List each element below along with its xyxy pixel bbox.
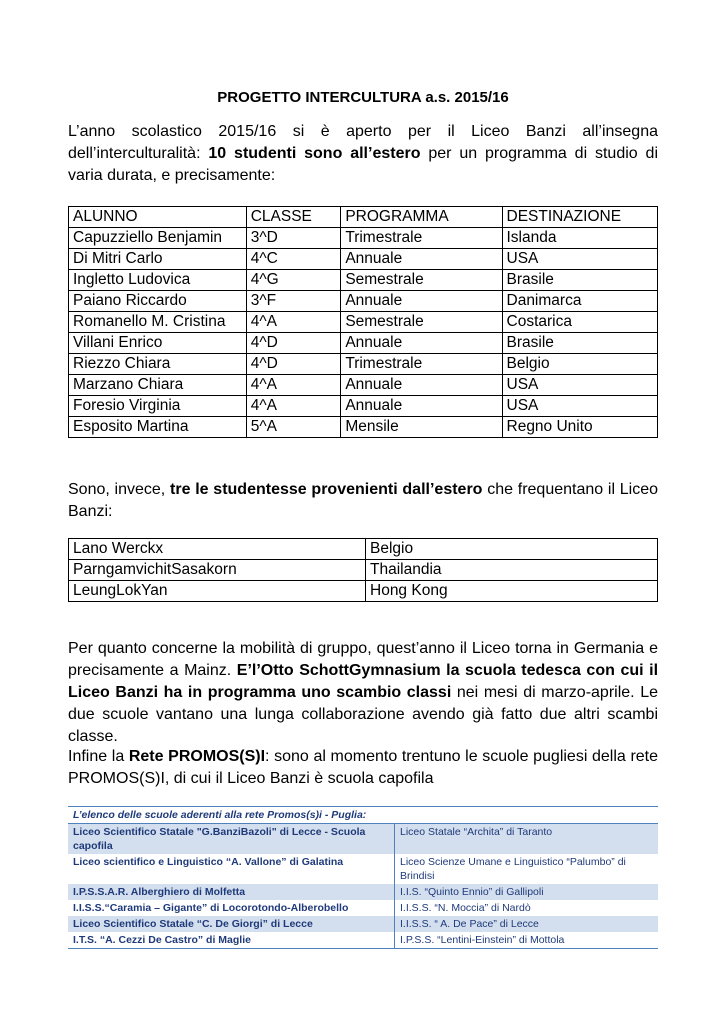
promos-text: Infine la	[68, 748, 129, 765]
column-header: PROGRAMMA	[341, 207, 502, 228]
foreign-student-row	[69, 581, 658, 602]
table-cell: USA	[502, 396, 658, 417]
student-row	[69, 396, 658, 417]
table-cell: Villani Enrico	[69, 333, 247, 354]
table-cell: Ingletto Ludovica	[69, 270, 247, 291]
intro-text-end: per un programma di studio di varia durata, e precisamente:	[68, 145, 658, 184]
table-cell: 4^G	[246, 270, 341, 291]
school-cell: Liceo Scienze Umane e Linguistico “Palumbo” di Brindisi	[400, 856, 626, 882]
mobility-text: Per quanto concerne la mobilità di gruppo, quest’anno il Liceo torna in Germania e precisamente a Mainz.	[68, 640, 658, 679]
table-cell: Di Mitri Carlo	[69, 249, 247, 270]
table-cell: Thailandia	[366, 560, 658, 581]
table-cell: Hong Kong	[366, 581, 658, 602]
document-title: PROGETTO INTERCULTURA a.s. 2015/16	[217, 89, 509, 106]
school-row	[68, 854, 658, 884]
foreign-intro-text: Sono, invece,	[68, 481, 171, 498]
student-row	[69, 270, 658, 291]
table-cell: Foresio Virginia	[69, 396, 247, 417]
table-cell: 3^F	[246, 291, 341, 312]
table-cell: Semestrale	[341, 270, 502, 291]
table-cell: Semestrale	[341, 312, 502, 333]
table-cell: Riezzo Chiara	[69, 354, 247, 375]
student-row	[69, 249, 658, 270]
table-cell: 3^D	[246, 228, 341, 249]
foreign-student-row	[69, 560, 658, 581]
foreign-students-table	[68, 538, 658, 602]
table-cell: Belgio	[366, 539, 658, 560]
student-row	[69, 354, 658, 375]
foreign-intro-text-end: che frequentano il Liceo Banzi:	[68, 481, 659, 520]
table-cell: 4^C	[246, 249, 341, 270]
school-cell: I.I.S.S. “N. Moccia” di Nardò	[400, 902, 531, 914]
table-cell: Annuale	[341, 375, 502, 396]
table-cell: USA	[502, 249, 658, 270]
student-row	[69, 228, 658, 249]
foreign-intro-bold-text: tre le studentesse provenienti dall’estero	[170, 481, 483, 498]
table-cell: Annuale	[341, 396, 502, 417]
mobility-bold-text: E’l’Otto SchottGymnasium la scuola tedesca con cui il Liceo Banzi ha in programma uno scambio classi	[68, 662, 659, 701]
school-cell: I.P.S.S. “Lentini-Einstein” di Mottola	[395, 932, 659, 949]
table-cell: Belgio	[502, 354, 658, 375]
intro-bold-text: 10 studenti sono all’estero	[208, 145, 421, 162]
table-cell: Lano Werckx	[69, 539, 366, 560]
table-cell: Capuzziello Benjamin	[69, 228, 247, 249]
column-header: ALUNNO	[69, 207, 247, 228]
student-row	[69, 375, 658, 396]
school-cell: I.I.S. “Quinto Ennio” di Gallipoli	[395, 884, 659, 900]
table-cell: 4^D	[246, 354, 341, 375]
table-cell: 5^A	[246, 417, 341, 438]
table-cell: Paiano Riccardo	[69, 291, 247, 312]
table-cell: Trimestrale	[341, 228, 502, 249]
foreign-students-paragraph	[68, 479, 658, 523]
intro-paragraph	[68, 121, 658, 187]
table-cell: Esposito Martina	[69, 417, 247, 438]
column-header: DESTINAZIONE	[502, 207, 658, 228]
table-cell: 4^A	[246, 375, 341, 396]
school-cell: I.I.S.S.“Caramia – Gigante” di Locorotondo-Alberobello	[68, 900, 395, 916]
table-cell: Mensile	[341, 417, 502, 438]
table-cell: Annuale	[341, 291, 502, 312]
column-header: CLASSE	[246, 207, 341, 228]
mobility-text-end: nei mesi di marzo-aprile. Le due scuole vantano una lunga collaborazione avendo già fatto due altri scambi classe.	[68, 684, 659, 745]
table-cell: USA	[502, 375, 658, 396]
school-cell: I.T.S. “A. Cezzi De Castro” di Maglie	[68, 932, 395, 949]
table-cell: Marzano Chiara	[69, 375, 247, 396]
table-cell: Brasile	[502, 333, 658, 354]
promos-schools-table	[68, 806, 658, 949]
school-cell: Liceo Scientifico Statale "G.BanziBazoli" di Lecce - Scuola capofila	[68, 824, 395, 855]
school-row	[68, 824, 658, 855]
schools-table-header-text: L’elenco delle scuole aderenti alla rete Promos(s)i - Puglia:	[68, 807, 658, 824]
intro-text: L’anno scolastico 2015/16 si è aperto per il Liceo Banzi all’insegna dell’interculturalità:	[68, 123, 658, 162]
student-row	[69, 312, 658, 333]
table-cell: 4^D	[246, 333, 341, 354]
table-cell: Regno Unito	[502, 417, 658, 438]
table-cell: Danimarca	[502, 291, 658, 312]
students-table-header-row	[69, 207, 658, 228]
student-row	[69, 333, 658, 354]
school-cell: Liceo Scientifico Statale “C. De Giorgi” di Lecce	[68, 916, 395, 932]
school-row	[68, 900, 658, 916]
table-cell: Annuale	[341, 333, 502, 354]
school-cell: Liceo Statale “Archita” di Taranto	[395, 824, 659, 855]
table-cell: Trimestrale	[341, 354, 502, 375]
table-cell: ParngamvichitSasakorn	[69, 560, 366, 581]
promos-paragraph	[68, 746, 658, 790]
table-cell: 4^A	[246, 312, 341, 333]
table-cell: Brasile	[502, 270, 658, 291]
school-cell: I.P.S.S.A.R. Alberghiero di Molfetta	[68, 884, 395, 900]
schools-table-header	[68, 807, 658, 824]
student-row	[69, 417, 658, 438]
table-cell: 4^A	[246, 396, 341, 417]
table-cell: Annuale	[341, 249, 502, 270]
school-row	[68, 916, 658, 932]
students-abroad-table	[68, 206, 658, 438]
school-cell: Liceo scientifico e Linguistico “A. Vallone” di Galatina	[68, 854, 395, 884]
table-cell: Costarica	[502, 312, 658, 333]
school-cell: I.I.S.S. “ A. De Pace” di Lecce	[395, 916, 659, 932]
table-cell: Romanello M. Cristina	[69, 312, 247, 333]
promos-bold-text: Rete PROMOS(S)I	[128, 748, 266, 765]
table-cell: Islanda	[502, 228, 658, 249]
student-row	[69, 291, 658, 312]
table-cell: LeungLokYan	[69, 581, 366, 602]
school-row	[68, 932, 658, 949]
foreign-student-row	[69, 539, 658, 560]
promos-text-end: : sono al momento trentuno le scuole pugliesi della rete PROMOS(S)I, di cui il Liceo Banzi è scuola capofila	[68, 748, 659, 787]
school-row	[68, 884, 658, 900]
mobility-paragraph	[68, 638, 658, 748]
